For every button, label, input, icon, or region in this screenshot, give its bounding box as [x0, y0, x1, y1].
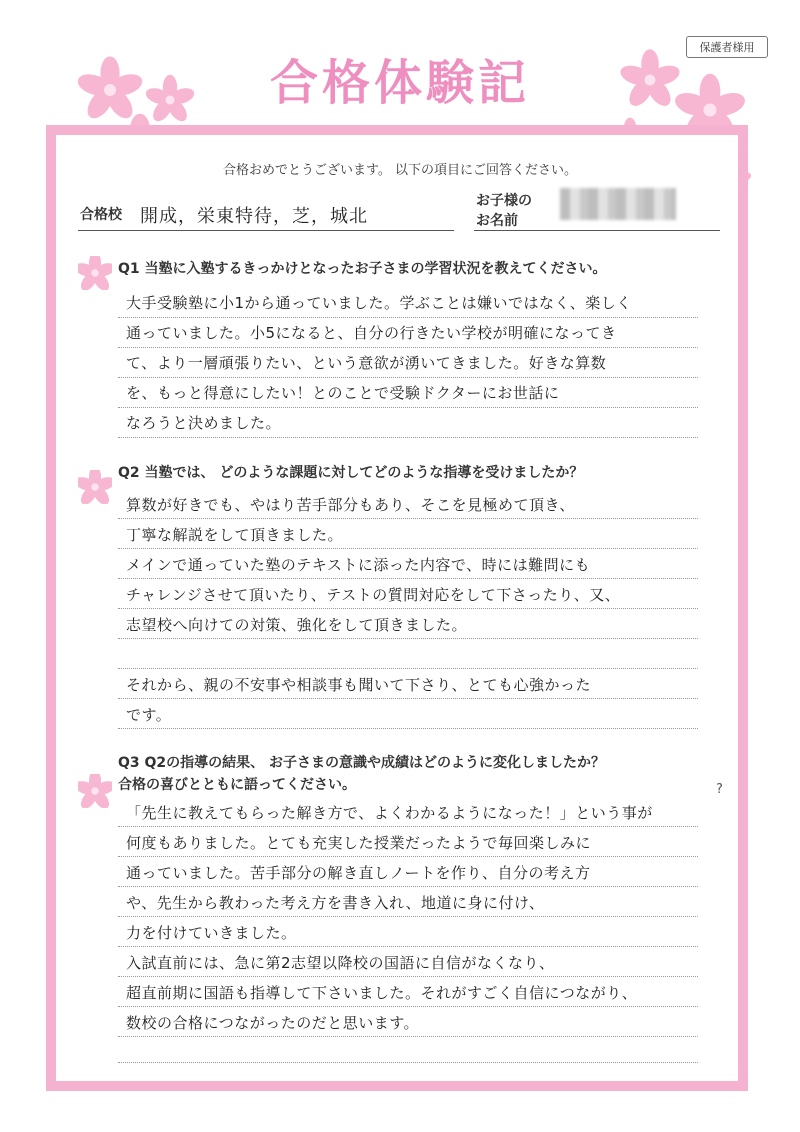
q3-rule	[118, 886, 698, 887]
q2-answer-line: それから、親の不安事や相談事も聞いて下さり、とても心強かった	[126, 676, 592, 694]
q1-answer-line: 通っていました。小5になると、自分の行きたい学校が明確になってき	[126, 324, 617, 342]
q3-rule	[118, 976, 698, 977]
q2-title: Q2 当塾では、 どのような課題に対してどのような指導を受けましたか？	[118, 465, 584, 481]
q3-answer-line: 何度もありました。とても充実した授業だったようで毎回楽しみに	[126, 834, 592, 852]
q3-answer-line: 通っていました。苦手部分の解き直しノートを作り、自分の考え方	[126, 864, 591, 882]
q3-blossom-icon	[78, 774, 112, 808]
q2-answer-line: 丁寧な解説をして頂きました。	[126, 526, 344, 544]
school-underline	[78, 230, 454, 231]
q1-answer-line: て、より一層頑張りたい、という意欲が湧いてきました。好きな算数	[126, 354, 607, 372]
q2-rule	[118, 548, 698, 549]
audience-tag: 保護者様用	[686, 36, 768, 58]
q3-rule	[118, 1036, 698, 1037]
q2-answer-line: 算数が好きでも、やはり苦手部分もあり、そこを見極めて頂き、	[126, 496, 575, 514]
q3-rule	[118, 946, 698, 947]
q2-rule	[118, 668, 698, 669]
school-value: 開成，栄東特待，芝，城北	[140, 206, 368, 227]
q1-rule	[118, 317, 698, 318]
school-label: 合格校	[80, 207, 122, 223]
q1-answer-line: 大手受験塾に小1から通っていました。学ぶことは嫌いではなく、楽しく	[126, 294, 632, 312]
q3-answer-line: 力を付けていきました。	[126, 924, 297, 942]
q1-rule	[118, 407, 698, 408]
q1-answer-line: なろうと決めました。	[126, 414, 282, 432]
q3-answer-line: 入試直前には、急に第2志望以降校の国語に自信がなくなり、	[126, 954, 555, 972]
margin-question-mark: ?	[716, 782, 723, 797]
q1-rule	[118, 347, 698, 348]
q1-rule	[118, 437, 698, 438]
q3-answer-line: 超直前期に国語も指導して下さいました。それがすごく自信につながり、	[126, 984, 638, 1002]
q3-rule	[118, 1062, 698, 1063]
q3-rule	[118, 916, 698, 917]
q3-rule	[118, 1006, 698, 1007]
q2-rule	[118, 698, 698, 699]
name-underline	[474, 230, 720, 231]
q1-rule	[118, 377, 698, 378]
q2-answer-line: チャレンジさせて頂いたり、テストの質問対応をして下さったり、又、	[126, 586, 621, 604]
name-label-line2: お名前	[476, 213, 518, 229]
q2-answer-line: です。	[126, 706, 172, 724]
q3-rule	[118, 856, 698, 857]
q1-answer-line: を、もっと得意にしたい！とのことで受験ドクターにお世話に	[126, 384, 560, 402]
q1-blossom-icon	[78, 256, 112, 290]
q2-answer-line: 志望校へ向けての対策、強化をして頂きました。	[126, 616, 468, 634]
name-label-line1: お子様の	[476, 193, 532, 209]
q3-answer-line: や、先生から教わった考え方を書き入れ、地道に身に付け、	[126, 894, 545, 912]
q2-answer-line: メインで通っていた塾のテキストに添った内容で、時には難問にも	[126, 556, 591, 574]
q2-rule	[118, 728, 698, 729]
q2-rule	[118, 518, 698, 519]
q2-rule	[118, 638, 698, 639]
q3-answer-line: 「先生に教えてもらった解き方で、よくわかるようになった！」という事が	[126, 804, 653, 822]
redacted-name	[560, 188, 676, 220]
q3-title: Q3 Q2の指導の結果、 お子さまの意識や成績はどのように変化しましたか？ 合格の喜びとともに語ってください。	[118, 755, 606, 793]
q1-title: Q1 当塾に入塾するきっかけとなったお子さまの学習状況を教えてください。	[118, 261, 607, 277]
q3-answer-line: 数校の合格につながったのだと思います。	[126, 1014, 420, 1032]
page-title: 合格体験記	[269, 55, 530, 111]
q3-rule	[118, 826, 698, 827]
q2-rule	[118, 578, 698, 579]
intro-text: 合格おめでとうございます。 以下の項目にご回答ください。	[222, 163, 578, 178]
q2-rule	[118, 608, 698, 609]
q2-blossom-icon	[78, 470, 112, 504]
